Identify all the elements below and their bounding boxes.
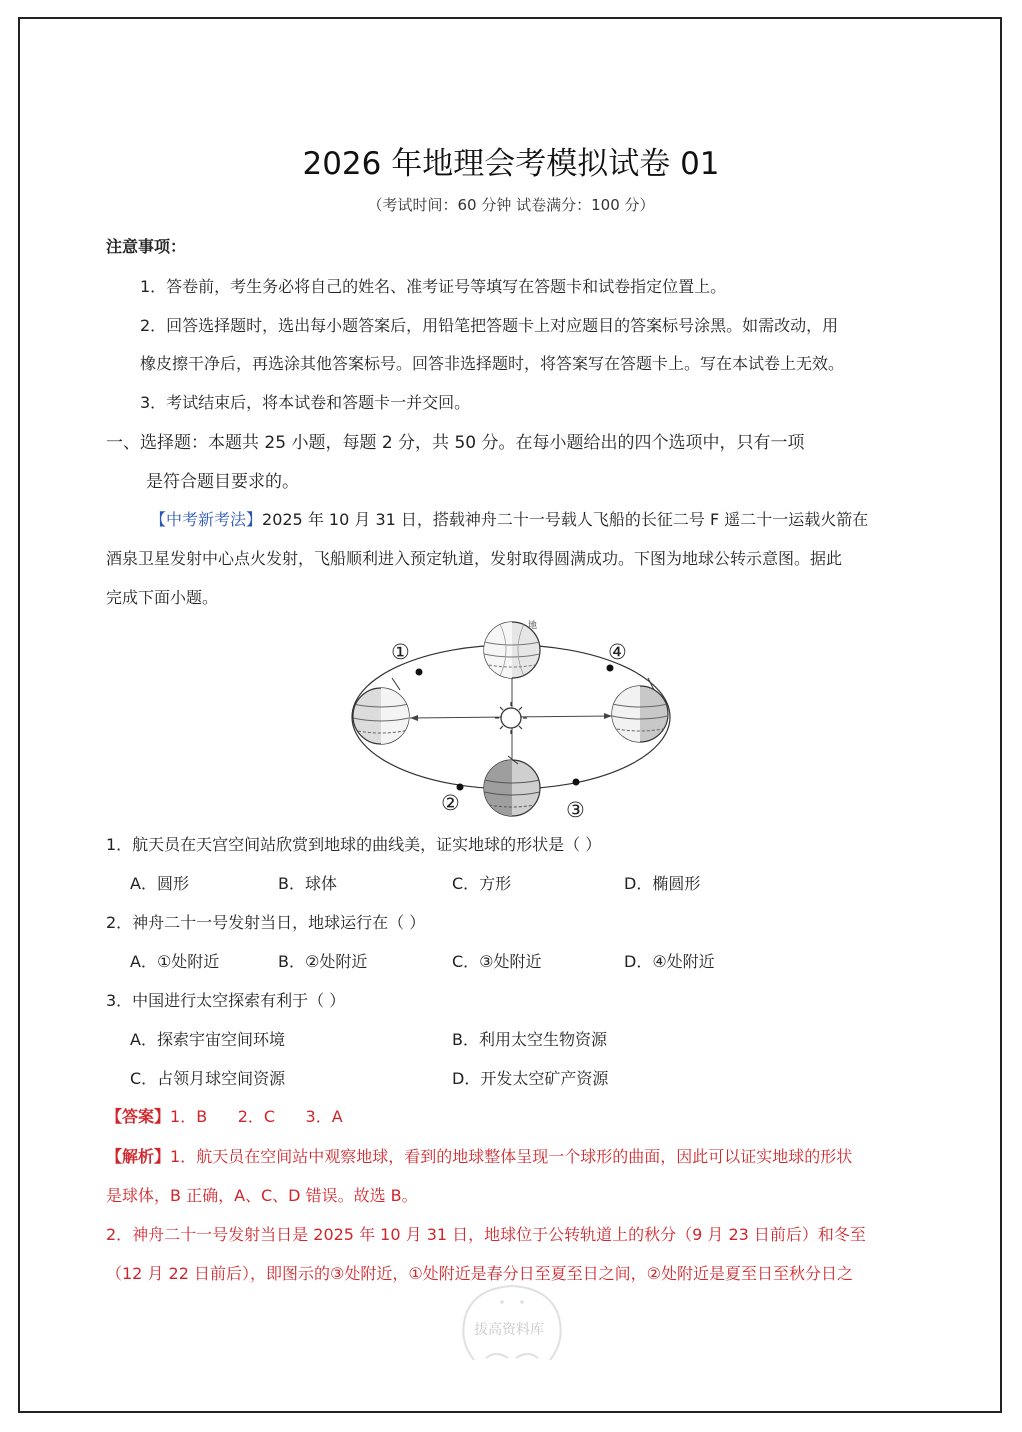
q3-option-c: C．占领月球空间资源: [130, 1069, 286, 1088]
answer-line: [106, 1104, 343, 1127]
analysis-line-2: 是球体，B 正确，A、C、D 错误。故选 B。: [106, 1186, 418, 1205]
question-3: 3．中国进行太空探索有利于（ ）: [106, 991, 346, 1010]
section-heading-line-2: 是符合题目要求的。: [146, 472, 299, 492]
q2-option-d: D．④处附近: [624, 952, 715, 971]
question-1: 1．航天员在天宫空间站欣赏到地球的曲线美，证实地球的形状是（ ）: [106, 835, 602, 854]
position-label-1: ①: [391, 640, 410, 664]
q1-option-c: C．方形: [452, 874, 512, 893]
earth-axis-label: 地: [528, 621, 538, 631]
intro-line-1: [150, 507, 868, 530]
arrow-left: [410, 715, 418, 721]
analysis-line-4: （12 月 22 日前后），即图示的③处附近，①处附近是春分日至夏至日之间，②处附近是夏至日至秋分日之: [106, 1264, 854, 1283]
answer-tag: 【答案】: [106, 1107, 171, 1126]
q3-option-a: A．探索宇宙空间环境: [130, 1030, 285, 1049]
intro-line-2: 酒泉卫星发射中心点火发射，飞船顺利进入预定轨道，发射取得圆满成功。下图为地球公转示意图。据此: [106, 549, 843, 568]
page-title: 2026 年地理会考模拟试卷 01: [302, 146, 720, 182]
orbit-point-1: [416, 669, 423, 676]
exam-info: （考试时间：60 分钟 试卷满分：100 分）: [367, 196, 655, 214]
earth-left: [353, 678, 413, 752]
question-2: 2．神舟二十一号发射当日，地球运行在（ ）: [106, 913, 426, 932]
notice-item-2-line-2: 橡皮擦干净后，再选涂其他答案标号。回答非选择题时，将答案写在答题卡上。写在本试卷上无效。: [140, 354, 845, 373]
q3-option-b: B．利用太空生物资源: [452, 1030, 607, 1049]
earth-bottom: [484, 756, 540, 816]
q1-option-b: B．球体: [278, 874, 337, 893]
q3-option-d: D．开发太空矿产资源: [452, 1069, 609, 1088]
answer-text: 1．B 2．C 3．A: [170, 1107, 343, 1126]
q2-option-b: B．②处附近: [278, 952, 368, 971]
new-method-tag: 【中考新考法】: [150, 510, 263, 529]
notice-item-1: 1．答卷前，考生务必将自己的姓名、准考证号等填写在答题卡和试卷指定位置上。: [140, 277, 727, 296]
notice-item-3: 3．考试结束后，将本试卷和答题卡一并交回。: [140, 393, 471, 412]
arrow-right: [604, 713, 612, 719]
q2-option-a: A．①处附近: [130, 952, 220, 971]
q1-option-a: A．圆形: [130, 874, 189, 893]
q1-option-d: D．椭圆形: [624, 874, 701, 893]
earth-revolution-diagram: [340, 612, 680, 824]
orbit-point-3: [573, 779, 580, 786]
q2-option-c: C．③处附近: [452, 952, 542, 971]
earth-top: [484, 619, 540, 678]
sun-icon: [495, 702, 527, 734]
intro-line-3: 完成下面小题。: [106, 588, 219, 607]
analysis-line-1: [106, 1144, 852, 1167]
watermark-text: 拔高资料库: [474, 1322, 544, 1338]
notice-item-2-line-1: 2．回答选择题时，选出每小题答案后，用铅笔把答题卡上对应题目的答案标号涂黑。如需改动，用: [140, 316, 839, 335]
orbit-point-4: [607, 665, 614, 672]
analysis-text-1: 1．航天员在空间站中观察地球，看到的地球整体呈现一个球形的曲面，因此可以证实地球的形状: [170, 1147, 853, 1166]
analysis-tag: 【解析】: [106, 1147, 171, 1166]
position-label-3: ③: [566, 798, 585, 822]
notice-heading: 注意事项：: [106, 237, 187, 256]
orbit-point-2: [457, 784, 464, 791]
earth-right: [608, 678, 668, 750]
section-heading-line-1: 一、选择题：本题共 25 小题，每题 2 分，共 50 分。在每小题给出的四个选项中，只有一项: [106, 433, 805, 453]
intro-text-1: 2025 年 10 月 31 日，搭载神舟二十一号载人飞船的长征二号 F 遥二十一运载火箭在: [262, 510, 869, 529]
position-label-2: ②: [441, 791, 460, 815]
analysis-line-3: 2．神舟二十一号发射当日是 2025 年 10 月 31 日，地球位于公转轨道上的秋分（9 月 23 日前后）和冬至: [106, 1225, 866, 1244]
position-label-4: ④: [608, 640, 627, 664]
